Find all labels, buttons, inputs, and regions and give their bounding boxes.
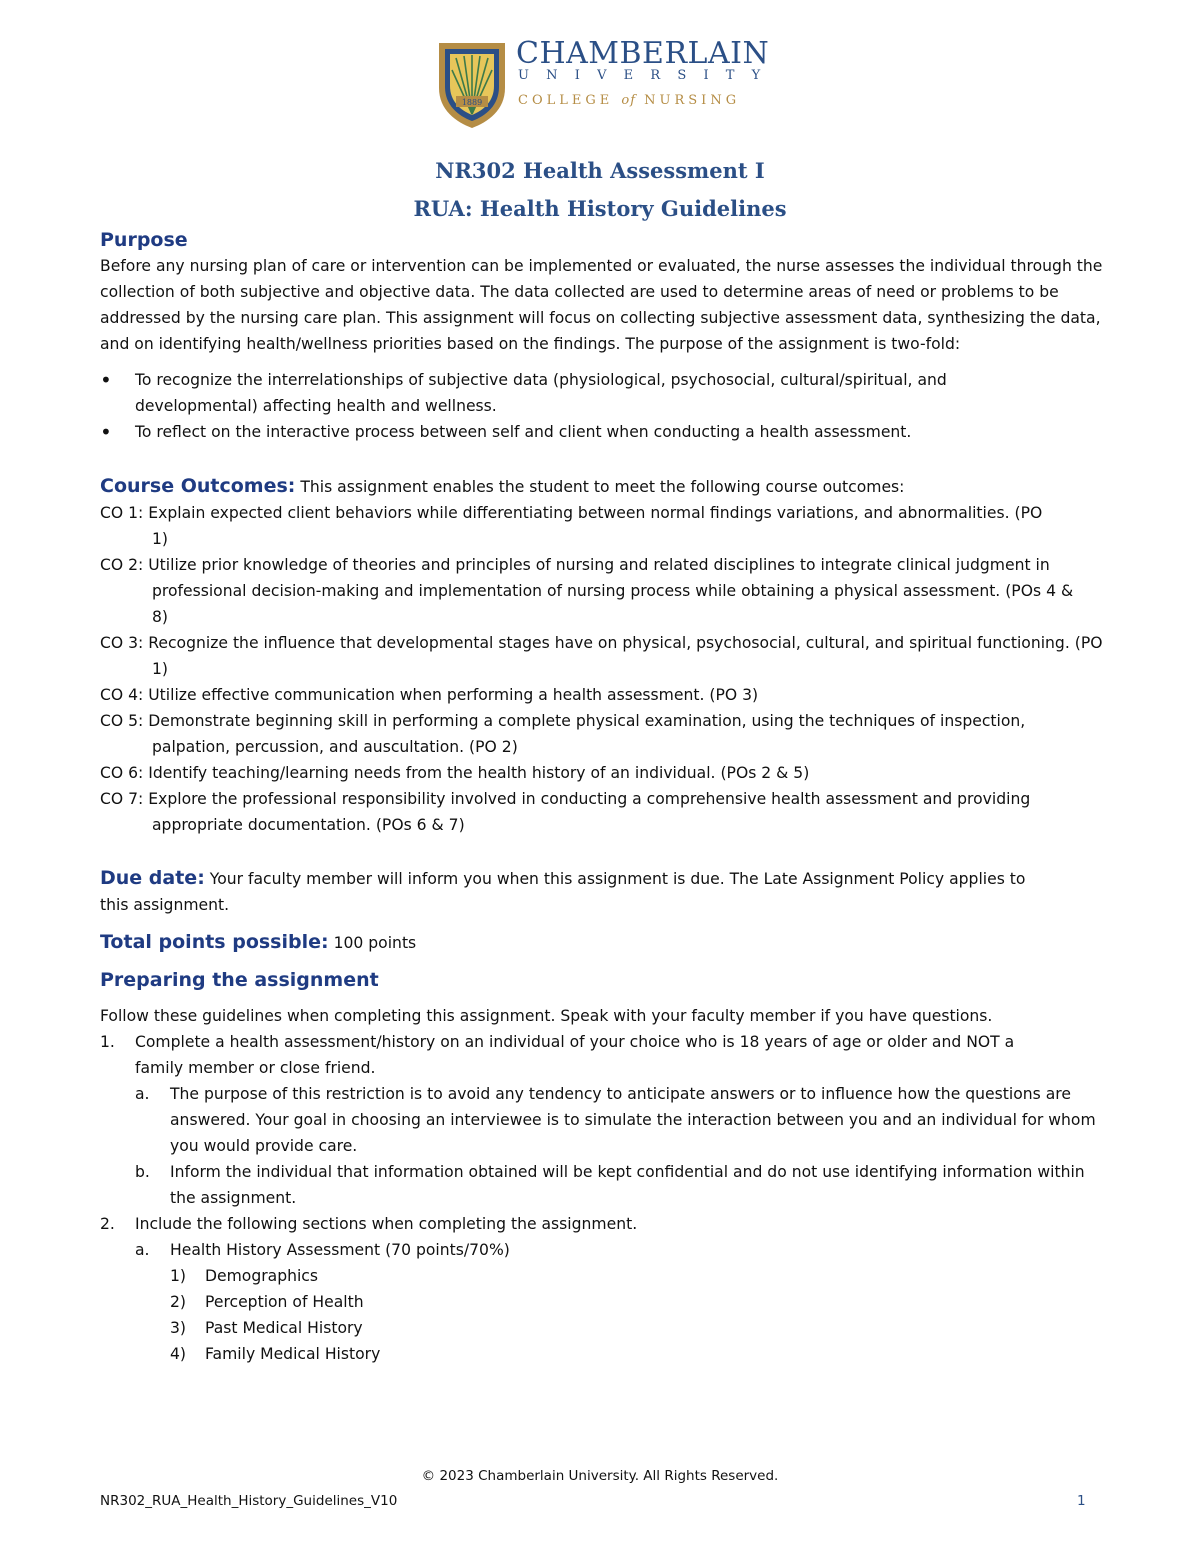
step-list xyxy=(100,1029,1110,1367)
list-item: b. Inform the individual that information obtained will be kept confidential and do not use identifying information within the assignment. xyxy=(135,1163,1085,1207)
due-date: Due date: Your faculty member will inform you when this assignment is due. The Late Assignment Policy applies to this assignment. xyxy=(100,867,1026,914)
outcome-item: CO 5: Demonstrate beginning skill in performing a complete physical examination, using the techniques of inspection, palpation, percussion, and auscultation. (PO 2) xyxy=(100,712,1026,756)
outcome-item: CO 3: Recognize the influence that developmental stages have on physical, psychosocial, cultural, and spiritual functioning. (PO 1) xyxy=(100,634,1103,678)
university-logo xyxy=(436,36,778,130)
list-item: • To recognize the interrelationships of subjective data (physiological, psychosocial, cultural/spiritual, and developmental) affecting health and wellness. xyxy=(100,367,1110,419)
shield-crest-icon xyxy=(436,40,508,130)
footer-docname: NR302_RUA_Health_History_Guidelines_V10 xyxy=(100,1493,398,1509)
list-item: 4) Family Medical History xyxy=(170,1345,381,1363)
total-points-heading: Total points possible: xyxy=(100,931,329,953)
preparing-intro: Follow these guidelines when completing this assignment. Speak with your faculty member if you have questions. xyxy=(100,1007,993,1025)
list-item: 3) Past Medical History xyxy=(170,1319,363,1337)
due-date-heading: Due date: xyxy=(100,867,205,889)
total-points: Total points possible: 100 points xyxy=(100,931,417,953)
course-outcomes-intro: Course Outcomes: This assignment enables the student to meet the following course outcomes: xyxy=(100,475,905,497)
outcomes-heading: Course Outcomes: xyxy=(100,475,296,497)
list-item: 1. Complete a health assessment/history on an individual of your choice who is 18 years of age or older and NOT a family member or close friend. xyxy=(100,1033,1015,1077)
document-subtitle: RUA: Health History Guidelines xyxy=(413,196,787,221)
list-item: a. The purpose of this restriction is to avoid any tendency to anticipate answers or to influence how the questions are answered. Your goal in choosing an interviewee is to simulate the interaction between you and an individual for whom you would provide care. xyxy=(135,1085,1096,1155)
outcome-item: CO 7: Explore the professional responsibility involved in conducting a comprehensive health assessment and providing appropriate documentation. (POs 6 & 7) xyxy=(100,790,1031,834)
logo-name: CHAMBERLAIN xyxy=(516,36,770,71)
purpose-text: Before any nursing plan of care or intervention can be implemented or evaluated, the nurse assesses the individual through the collection of both subjective and objective data. The data collected are used to determine areas of need or problems to be addressed by the nursing care plan. This assignment will focus on collecting subjective assessment data, synthesizing the data, and on identifying health/wellness priorities based on the findings. The purpose of the assignment is two-fold: xyxy=(100,257,1103,353)
outcome-item: CO 6: Identify teaching/learning needs from the health history of an individual. (POs 2 & 5) xyxy=(100,764,810,782)
section-list xyxy=(170,1263,1110,1367)
document-body xyxy=(100,227,1110,1367)
logo-college: COLLEGE of NURSING xyxy=(518,93,741,108)
outcome-item: CO 4: Utilize effective communication when performing a health assessment. (PO 3) xyxy=(100,686,759,704)
outcome-item: CO 1: Explain expected client behaviors while differentiating between normal findings variations, and abnormalities. (PO 1) xyxy=(100,504,1043,548)
list-item: 2. Include the following sections when completing the assignment. xyxy=(100,1215,638,1233)
list-item: a. Health History Assessment (70 points/70%) xyxy=(135,1241,510,1259)
list-item: 1) Demographics xyxy=(170,1267,319,1285)
list-item: • To reflect on the interactive process between self and client when conducting a health assessment. xyxy=(100,419,1110,445)
preparing-heading: Preparing the assignment xyxy=(100,969,379,991)
page-number: 1 xyxy=(1077,1493,1086,1509)
footer-copyright: © 2023 Chamberlain University. All Rights Reserved. xyxy=(421,1468,779,1484)
purpose-bullets xyxy=(100,367,1110,445)
sub-list xyxy=(135,1081,1110,1211)
sub-list xyxy=(135,1237,1110,1367)
document-title: NR302 Health Assessment I xyxy=(435,158,765,183)
logo-sub: UNIVERSITY xyxy=(518,68,778,83)
purpose-heading: Purpose xyxy=(100,229,188,251)
list-item: 2) Perception of Health xyxy=(170,1293,364,1311)
outcome-item: CO 2: Utilize prior knowledge of theories and principles of nursing and related disciplines to integrate clinical judgment in professional decision-making and implementation of nursing process while obtaining a physical assessment. (POs 4 & 8) xyxy=(100,556,1074,626)
seal-year: 1889 xyxy=(461,98,483,107)
